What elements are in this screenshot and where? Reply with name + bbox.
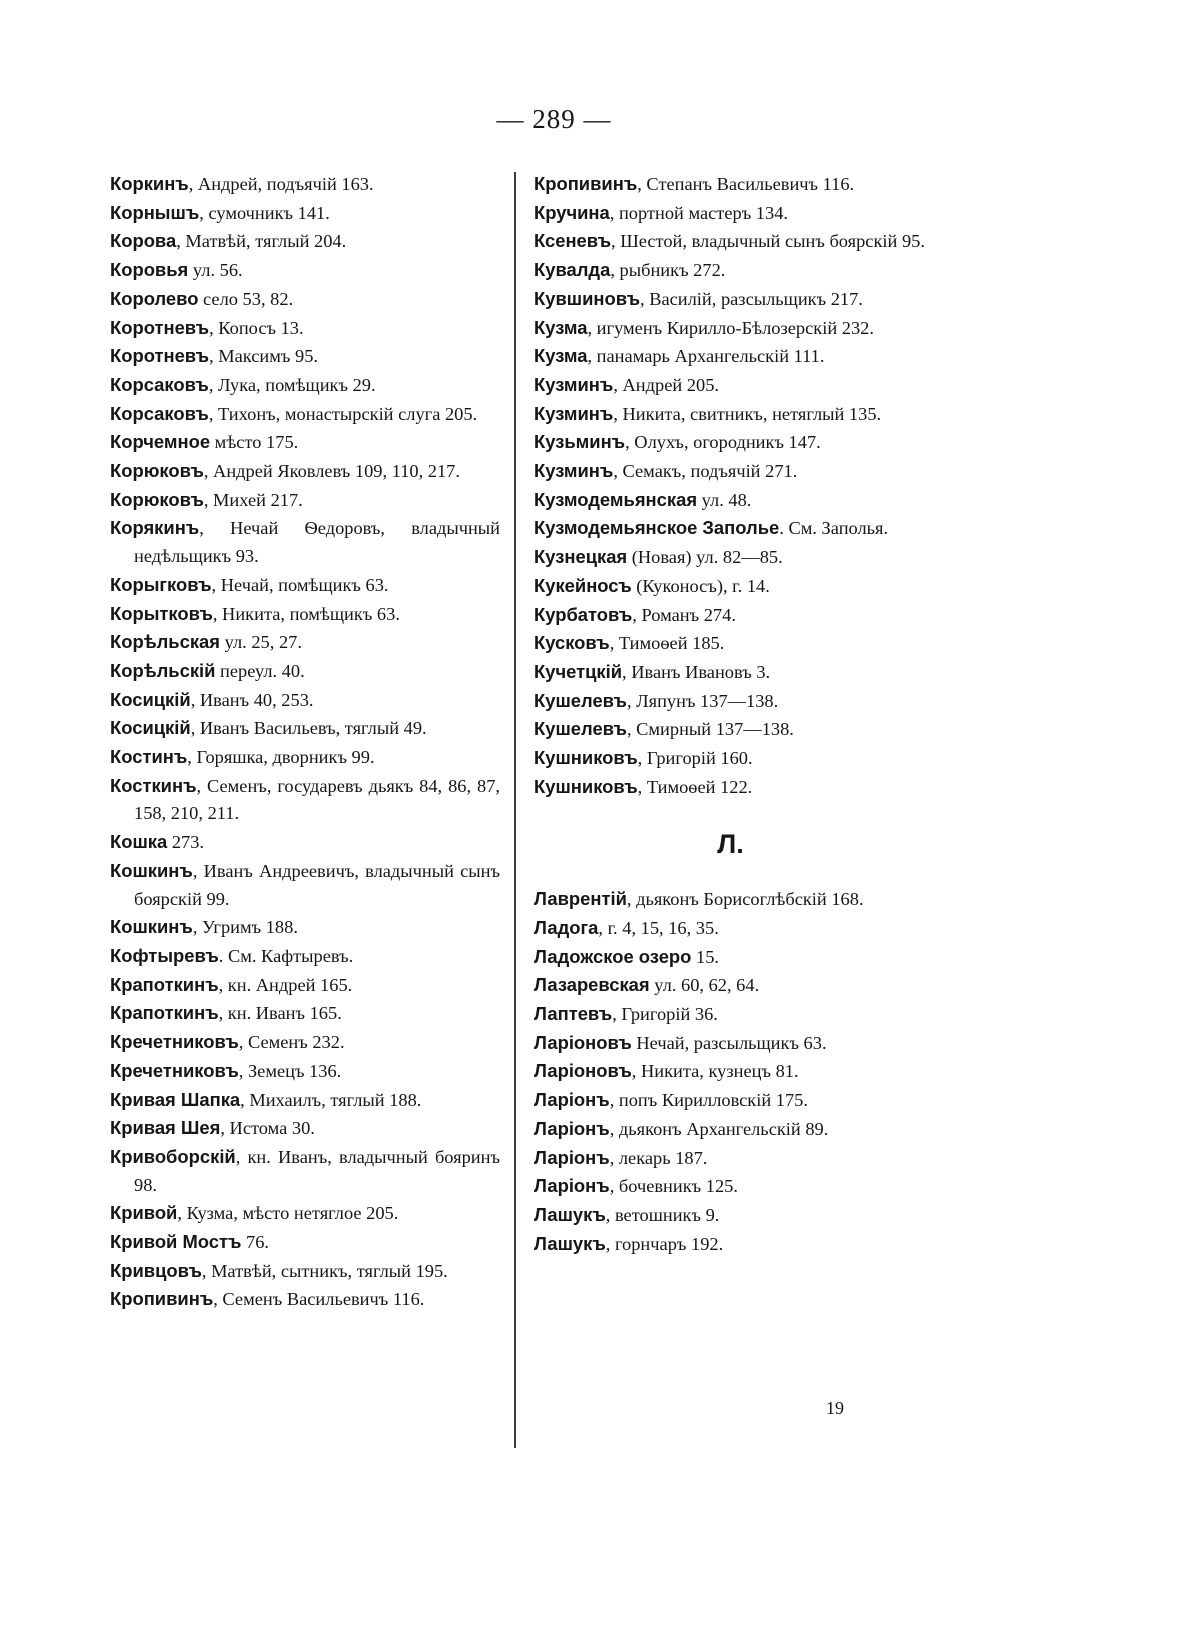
entry-headword: Корнышъ — [110, 201, 200, 223]
entry-text: , лекарь 187. — [609, 1147, 708, 1168]
index-entry — [534, 1201, 927, 1230]
entry-text: , игуменъ Кирилло-Бѣлозерскій 232. — [587, 317, 874, 338]
index-entry — [110, 1143, 500, 1199]
entry-text: , Андрей, подъячій 163. — [188, 174, 374, 194]
entry-headword: Кусковъ — [534, 632, 610, 654]
entry-text: , Тимоѳей 185. — [609, 633, 725, 654]
index-entry — [534, 687, 927, 716]
entry-headword: Лазаревская — [534, 974, 650, 996]
entry-text: переул. 40. — [215, 660, 305, 681]
index-entry — [110, 428, 500, 457]
entry-headword: Кукейносъ — [534, 574, 632, 596]
entry-text: , портной мастеръ 134. — [609, 202, 788, 223]
entry-text: Нечай, разсыльщикъ 63. — [631, 1032, 827, 1053]
entry-headword: Крапоткинъ — [110, 973, 219, 995]
entry-headword: Кручина — [534, 201, 610, 223]
index-entry — [534, 914, 927, 943]
column-divider — [514, 172, 516, 1448]
index-entry — [110, 999, 500, 1028]
entry-headword: Кривая Шапка — [110, 1088, 241, 1110]
entry-text: , ветошникъ 9. — [605, 1204, 720, 1225]
index-entry — [110, 1228, 500, 1257]
entry-text: ул. 48. — [697, 489, 752, 510]
entry-text: . См. Заполья. — [779, 518, 889, 539]
index-entry — [110, 743, 500, 772]
entry-headword: Кошкинъ — [110, 916, 193, 938]
index-entry — [110, 913, 500, 942]
entry-headword: Кривой Мостъ — [110, 1231, 242, 1253]
index-entry — [110, 1199, 500, 1228]
entry-headword: Лашукъ — [534, 1232, 606, 1254]
index-entry — [534, 572, 927, 601]
entry-headword: Кушниковъ — [534, 747, 638, 769]
entry-text: , Семенъ 232. — [238, 1032, 345, 1053]
entry-headword: Ларіонъ — [534, 1117, 610, 1139]
index-entry — [534, 1057, 927, 1086]
entry-headword: Кропивинъ — [534, 173, 638, 194]
entry-headword: Лашукъ — [534, 1203, 606, 1225]
entry-text: , Земецъ 136. — [238, 1060, 342, 1081]
index-entry — [534, 601, 927, 630]
entry-text: (Новая) ул. 82—85. — [627, 547, 783, 568]
entry-text: , попъ Кирилловскій 175. — [609, 1090, 808, 1111]
entry-headword: Кузмодемьянское Заполье — [534, 517, 780, 539]
entry-text: , Шестой, владычный сынъ боярскій 95. — [611, 231, 925, 252]
entry-text: , Григорій 36. — [612, 1003, 718, 1024]
entry-headword: Кофтыревъ — [110, 944, 219, 966]
entry-text: , дьяконъ Архангельскій 89. — [609, 1118, 829, 1139]
entry-headword: Корюковъ — [110, 460, 204, 482]
entry-headword: Кувалда — [534, 259, 611, 281]
index-entry — [534, 773, 927, 802]
entry-headword: Лаптевъ — [534, 1002, 613, 1024]
index-entry — [110, 285, 500, 314]
entry-headword: Корякинъ — [110, 517, 200, 539]
index-entry — [110, 457, 500, 486]
index-entry — [534, 1000, 927, 1029]
index-entry — [110, 227, 500, 256]
entry-headword: Курбатовъ — [534, 603, 633, 625]
entry-text: , горнчаръ 192. — [605, 1233, 724, 1254]
entry-headword: Корчемное — [110, 431, 211, 453]
index-entry — [534, 885, 927, 914]
entry-text: , Никита, кузнецъ 81. — [631, 1061, 799, 1082]
entry-text: ул. 56. — [188, 260, 243, 281]
entry-text: , рыбникъ 272. — [610, 260, 726, 281]
entry-headword: Кошка — [110, 831, 168, 853]
entry-text: (Куконосъ), г. 14. — [631, 575, 770, 596]
index-entry — [110, 657, 500, 686]
index-entry — [534, 314, 927, 343]
entry-text: , Олухъ, огородникъ 147. — [625, 432, 821, 453]
entry-headword: Корюковъ — [110, 488, 204, 510]
index-entry — [534, 1115, 927, 1144]
entry-text: , Кузма, мѣсто нетяглое 205. — [177, 1203, 399, 1224]
index-entry — [534, 457, 927, 486]
entry-headword: Кузминъ — [534, 402, 614, 424]
index-entry — [534, 1230, 927, 1259]
index-entry — [110, 686, 500, 715]
index-entry — [110, 828, 500, 857]
entry-text: , Истома 30. — [220, 1118, 315, 1139]
entry-text: , Матвѣй, сытникъ, тяглый 195. — [201, 1260, 448, 1281]
entry-text: 15. — [691, 946, 719, 967]
entry-text: , кн. Андрей 165. — [218, 974, 353, 995]
entry-headword: Косткинъ — [110, 774, 197, 796]
index-entry — [110, 1285, 500, 1314]
entry-headword: Кузма — [534, 316, 588, 338]
index-entry — [110, 1057, 500, 1086]
index-entry — [110, 628, 500, 657]
entry-headword: Кривая Шея — [110, 1117, 221, 1139]
index-entry — [534, 285, 927, 314]
entry-headword: Кучетцкій — [534, 660, 623, 682]
index-entry — [110, 342, 500, 371]
l-entries — [534, 885, 927, 1258]
entry-text: , Семакъ, подъячій 271. — [613, 461, 798, 482]
entry-text: , панамарь Архангельскій 111. — [587, 346, 825, 367]
entry-headword: Кузминъ — [534, 460, 614, 482]
entry-text: , дьяконъ Борисоглѣбскій 168. — [626, 889, 864, 910]
entry-text: , Семенъ Васильевичъ 116. — [213, 1289, 425, 1310]
index-entry — [534, 1086, 927, 1115]
entry-headword: Кузнецкая — [534, 546, 628, 568]
entry-text: , Иванъ Васильевъ, тяглый 49. — [190, 718, 427, 739]
entry-text: , Лука, помѣщикъ 29. — [208, 374, 376, 395]
entry-text: , сумочникъ 141. — [199, 202, 330, 223]
entry-text: , Михаилъ, тяглый 188. — [240, 1089, 422, 1110]
index-entry — [534, 170, 927, 199]
index-entry — [534, 715, 927, 744]
index-entry — [110, 371, 500, 400]
entry-text: , Андрей 205. — [613, 374, 719, 395]
entry-headword: Коротневъ — [110, 345, 210, 367]
entry-headword: Коровья — [110, 259, 189, 281]
index-entry — [534, 1172, 927, 1201]
entry-text: , Ляпунъ 137—138. — [626, 690, 779, 711]
entry-text: , Степанъ Васильевичъ 116. — [637, 174, 855, 194]
printer-signature: 19 — [826, 1398, 844, 1418]
entry-text: , Смирный 137—138. — [626, 719, 794, 740]
entry-headword: Ларіонъ — [534, 1089, 610, 1111]
entry-text: , Семенъ, государевъ дьякъ 84, 86, 87, 158, 210, 211. — [134, 775, 500, 824]
index-entry — [534, 342, 927, 371]
entry-text: , Никита, помѣщикъ 63. — [212, 603, 400, 624]
entry-headword: Кушелевъ — [534, 718, 627, 740]
index-entry — [110, 857, 500, 913]
entry-text: , Тихонъ, монастырскій слуга 205. — [208, 403, 478, 424]
entry-text: , Горяшка, дворникъ 99. — [187, 747, 375, 768]
index-entry — [110, 571, 500, 600]
index-entry — [534, 514, 927, 543]
index-entry — [534, 486, 927, 515]
entry-text: , Нечай, помѣщикъ 63. — [211, 574, 389, 595]
index-entry — [534, 227, 927, 256]
entry-headword: Лаврентій — [534, 888, 627, 910]
entry-headword: Корсаковъ — [110, 402, 209, 424]
entry-headword: Коркинъ — [110, 173, 189, 194]
index-entry — [110, 486, 500, 515]
entry-headword: Корытковъ — [110, 602, 213, 624]
entry-text: . См. Кафтыревъ. — [218, 945, 354, 966]
entry-headword: Корсаковъ — [110, 373, 209, 395]
index-entry — [110, 772, 500, 828]
entry-text: , Иванъ 40, 253. — [190, 689, 314, 710]
entry-headword: Крапоткинъ — [110, 1002, 219, 1024]
index-entry — [110, 1028, 500, 1057]
entry-headword: Костинъ — [110, 746, 188, 768]
entry-headword: Ксеневъ — [534, 230, 612, 252]
index-entry — [110, 1257, 500, 1286]
entry-headword: Корѣльская — [110, 631, 220, 653]
entry-headword: Кривоборскій — [110, 1145, 236, 1167]
index-entry — [110, 714, 500, 743]
index-entry — [110, 600, 500, 629]
entry-text: ул. 25, 27. — [220, 632, 302, 653]
index-entry — [534, 1029, 927, 1058]
index-entry — [110, 1086, 500, 1115]
page-number: — 289 — — [496, 104, 612, 134]
index-entry — [534, 400, 927, 429]
entry-headword: Кушелевъ — [534, 689, 627, 711]
entry-text: , Копосъ 13. — [209, 317, 304, 338]
entry-text: , Максимъ 95. — [209, 346, 319, 367]
index-entry — [534, 428, 927, 457]
index-entry — [110, 1114, 500, 1143]
entry-headword: Корова — [110, 230, 177, 252]
entry-text: , Никита, свитникъ, нетяглый 135. — [613, 403, 882, 424]
entry-headword: Кречетниковъ — [110, 1059, 239, 1081]
entry-headword: Ларіонъ — [534, 1175, 610, 1197]
entry-text: мѣсто 175. — [210, 432, 299, 453]
index-entry — [110, 170, 500, 199]
index-entry — [534, 1144, 927, 1173]
entry-headword: Кушниковъ — [534, 775, 638, 797]
index-entry — [110, 514, 500, 570]
index-entry — [534, 199, 927, 228]
entry-headword: Косицкій — [110, 688, 191, 710]
entry-headword: Кузминъ — [534, 373, 614, 395]
entry-text: , Григорій 160. — [637, 748, 753, 769]
entry-text: , кн. Иванъ, владычный бояринъ 98. — [134, 1146, 500, 1195]
entry-text: , Романъ 274. — [632, 604, 736, 625]
entry-headword: Кузмодемьянская — [534, 488, 698, 510]
entry-headword: Ларіоновъ — [534, 1031, 632, 1053]
index-entry — [534, 744, 927, 773]
right-column — [534, 170, 927, 1258]
entry-headword: Ларіонъ — [534, 1146, 610, 1168]
entry-headword: Королево — [110, 287, 199, 309]
entry-text: , Нечай Ѳедоровъ, владычный недѣльщикъ 93. — [134, 518, 500, 567]
index-entry — [110, 942, 500, 971]
entry-text: , кн. Иванъ 165. — [218, 1003, 342, 1024]
entry-headword: Кривой — [110, 1202, 178, 1224]
entry-text: , Андрей Яковлевъ 109, 110, 217. — [203, 461, 460, 482]
index-entry — [110, 256, 500, 285]
index-entry — [534, 658, 927, 687]
entry-text: 76. — [241, 1232, 270, 1253]
entry-headword: Кривцовъ — [110, 1259, 202, 1281]
entry-headword: Корыгковъ — [110, 573, 212, 595]
entry-headword: Косицкій — [110, 717, 191, 739]
entry-text: село 53, 82. — [198, 288, 294, 309]
index-entry — [534, 629, 927, 658]
entry-text: , Иванъ Ивановъ 3. — [622, 661, 771, 682]
entry-headword: Ларіоновъ — [534, 1060, 632, 1082]
entry-headword: Кузма — [534, 345, 588, 367]
index-entry — [110, 971, 500, 1000]
entry-headword: Кошкинъ — [110, 859, 193, 881]
index-entry — [110, 400, 500, 429]
entry-text: , Иванъ Андреевичъ, владычный сынъ боярскій 99. — [134, 860, 500, 909]
entry-text: , Угримъ 188. — [192, 917, 298, 938]
index-entry — [110, 199, 500, 228]
entry-text: , Тимоѳей 122. — [637, 776, 753, 797]
index-entry — [534, 371, 927, 400]
index-entry — [110, 314, 500, 343]
entry-headword: Кропивинъ — [110, 1288, 214, 1310]
index-entry — [534, 943, 927, 972]
left-column — [110, 170, 500, 1314]
entry-headword: Кувшиновъ — [534, 287, 640, 309]
entry-headword: Кузьминъ — [534, 431, 626, 453]
entry-text: , г. 4, 15, 16, 35. — [598, 917, 719, 938]
entry-headword: Кречетниковъ — [110, 1031, 239, 1053]
entry-headword: Коротневъ — [110, 316, 210, 338]
entry-text: 273. — [167, 832, 205, 853]
entry-text: , Василій, разсыльщикъ 217. — [640, 288, 863, 309]
entry-headword: Корѣльскій — [110, 659, 216, 681]
k-entries — [534, 170, 927, 801]
section-letter-heading: Л. — [717, 829, 744, 860]
index-entry — [534, 256, 927, 285]
index-entry — [534, 543, 927, 572]
entry-text: , бочевникъ 125. — [609, 1176, 738, 1197]
index-entry — [534, 971, 927, 1000]
entry-headword: Ладога — [534, 916, 599, 938]
entry-headword: Ладожское озеро — [534, 945, 692, 967]
entry-text: , Матвѣй, тяглый 204. — [176, 231, 347, 252]
entry-text: ул. 60, 62, 64. — [649, 975, 760, 996]
entry-text: , Михей 217. — [203, 489, 303, 510]
